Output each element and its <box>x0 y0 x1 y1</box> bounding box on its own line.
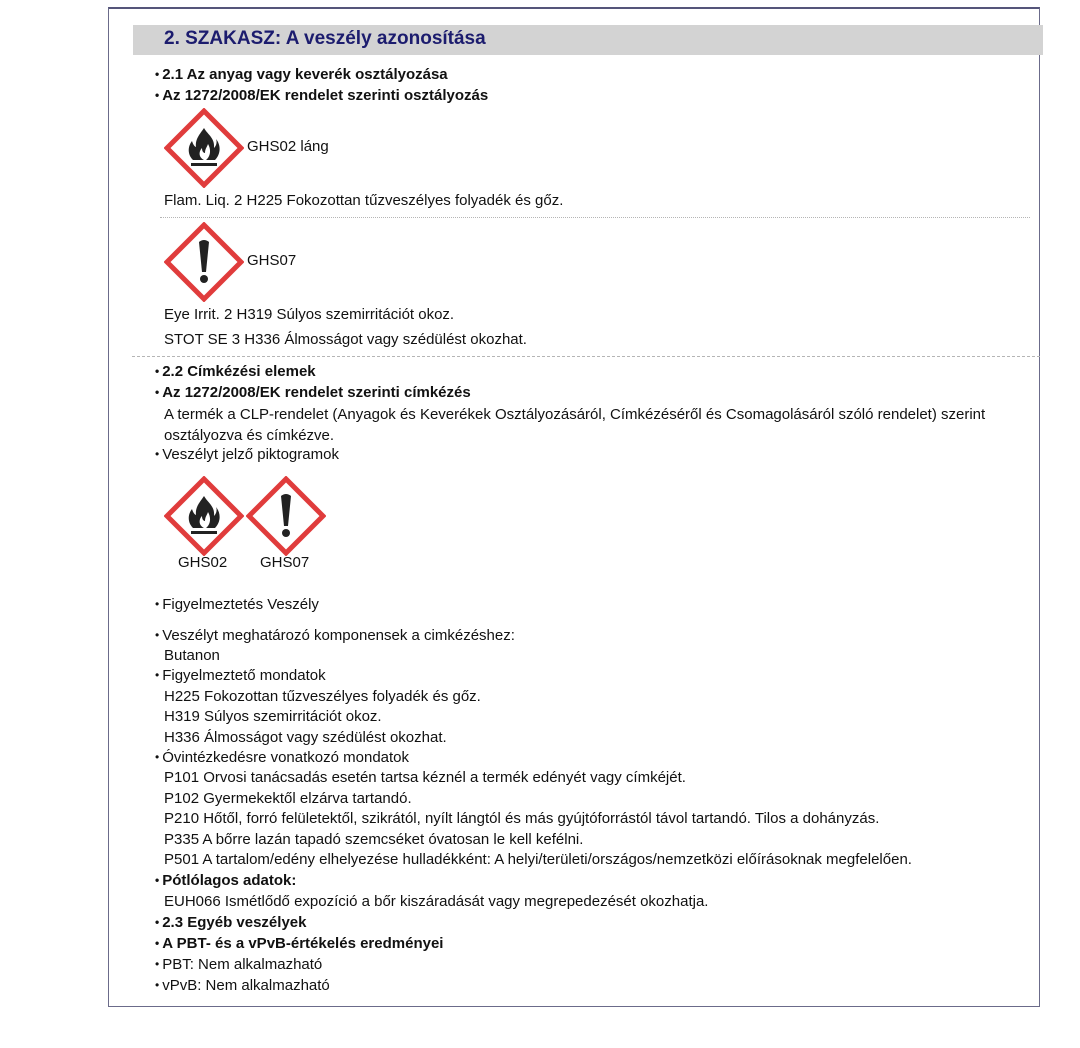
heading-2-1: • 2.1 Az anyag vagy keverék osztályozása <box>155 66 448 84</box>
component-item: Butanon <box>164 647 220 664</box>
pictogram-ghs07-exclamation-mark-icon <box>246 476 326 556</box>
ghs02-label: GHS02 láng <box>247 138 329 155</box>
dotted-divider <box>160 217 1030 218</box>
precautionary-statement: P101 Orvosi tanácsadás esetén tartsa kéznél a termék edényét vagy címkéjét. <box>164 769 686 786</box>
pictogram-label-ghs02: GHS02 <box>178 554 228 571</box>
pictogram-ghs02-flame-icon <box>164 476 244 556</box>
hazard-statement: H319 Súlyos szemirritációt okoz. <box>164 708 382 725</box>
ghs07-exclamation-mark-icon <box>164 222 244 302</box>
ghs07-statement-eye: Eye Irrit. 2 H319 Súlyos szemirritációt okoz. <box>164 306 455 323</box>
precautionary-statement: P501 A tartalom/edény elhelyezése hulladékként: A helyi/területi/országos/nemzetközi előírásoknak megfelelően. <box>164 851 912 868</box>
pictograms-heading: • Veszélyt jelző piktogramok <box>155 446 339 464</box>
heading-2-2: • 2.2 Címkézési elemek <box>155 363 316 381</box>
pbt-result: • PBT: Nem alkalmazható <box>155 956 322 974</box>
precautionary-heading: • Óvintézkedésre vonatkozó mondatok <box>155 749 409 767</box>
ghs02-flame-icon <box>164 108 244 188</box>
precautionary-statement: P210 Hőtől, forró felületektől, szikrától, nyílt lángtól és más gyújtóforrástól távol tartandó. Tilos a dohányzás. <box>164 810 880 827</box>
hazard-statement: H225 Fokozottan tűzveszélyes folyadék és gőz. <box>164 688 481 705</box>
precautionary-statement: P102 Gyermekektől elzárva tartandó. <box>164 790 412 807</box>
hazard-statement: H336 Álmosságot vagy szédülést okozhat. <box>164 729 447 746</box>
section-title: 2. SZAKASZ: A veszély azonosítása <box>164 28 486 49</box>
clp-text: A termék a CLP-rendelet (Anyagok és Keverékek Osztályozásáról, Címkézéséről és Csomagolásáról szóló rendelet) szerint osztályozva és címkézve. <box>164 406 986 444</box>
ghs07-label: GHS07 <box>247 252 297 269</box>
precautionary-statement: P335 A bőrre lazán tapadó szemcséket óvatosan le kell kefélni. <box>164 831 584 848</box>
hazard-statements-heading: • Figyelmeztető mondatok <box>155 667 326 685</box>
pbt-vpvb-heading: • A PBT- és a vPvB-értékelés eredményei <box>155 935 443 953</box>
pictogram-label-ghs07: GHS07 <box>260 554 310 571</box>
ghs07-statement-stot: STOT SE 3 H336 Álmosságot vagy szédülést okozhat. <box>164 331 527 348</box>
vpvb-result: • vPvB: Nem alkalmazható <box>155 977 330 995</box>
signal-word: • Figyelmeztetés Veszély <box>155 596 319 614</box>
dashed-divider <box>132 356 1040 357</box>
additional-info: EUH066 Ismétlődő expozíció a bőr kiszáradását vagy megrepedezését okozhatja. <box>164 893 709 910</box>
additional-info-heading: • Pótlólagos adatok: <box>155 872 296 890</box>
components-heading: • Veszélyt meghatározó komponensek a cimkézéshez: <box>155 627 515 645</box>
ghs02-statement: Flam. Liq. 2 H225 Fokozottan tűzveszélyes folyadék és gőz. <box>164 192 564 209</box>
classification-regulation-heading: • Az 1272/2008/EK rendelet szerinti osztályozás <box>155 87 488 105</box>
labelling-regulation-heading: • Az 1272/2008/EK rendelet szerinti címkézés <box>155 384 471 402</box>
heading-2-3: • 2.3 Egyéb veszélyek <box>155 914 306 932</box>
